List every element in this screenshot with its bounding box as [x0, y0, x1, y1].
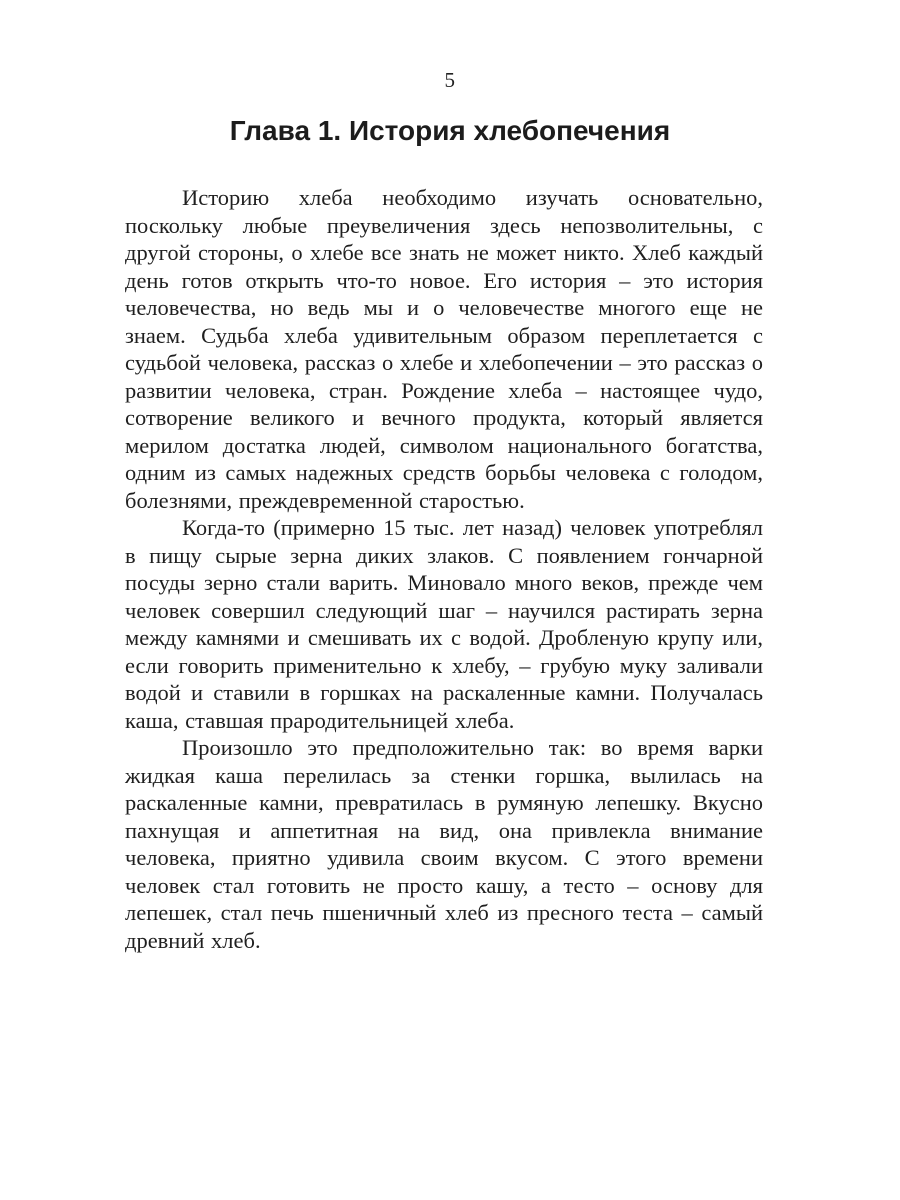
paragraph-2: Когда-то (примерно 15 тыс. лет назад) человек употреблял в пищу сырые зерна диких злаков. С появлением гончарной посуды зерно стали варить. Миновало много веков, прежде чем человек совершил следующий шаг – научился растирать зерна между камнями и смешивать их с водой. Дробленую крупу или, если говорить применительно к хлебу, – грубую муку заливали водой и ставили в горшках на раскаленные камни. Получалась каша, ставшая прародительницей хлеба.	[125, 515, 763, 733]
chapter-title: Глава 1. История хлебопечения	[229, 115, 671, 146]
paragraph-3: Произошло это предположительно так: во время варки жидкая каша перелилась за стенки горшка, вылилась на раскаленные камни, превратилась в румяную лепешку. Вкусно пахнущая и аппетитная на вид, она привлекла внимание человека, приятно удивила своим вкусом. С этого времени человек стал готовить не просто кашу, а тесто – основу для лепешек, стал печь пшеничный хлеб из пресного теста – самый древний хлеб.	[125, 735, 763, 953]
page-number: 5	[444, 68, 456, 92]
body-text	[125, 184, 763, 954]
paragraph-1: Историю хлеба необходимо изучать основательно, поскольку любые преувеличения здесь непозволительны, с другой стороны, о хлебе все знать не может никто. Хлеб каждый день готов открыть что-то новое. Его история – это история человечества, но ведь мы и о человечестве многого еще не знаем. Судьба хлеба удивительным образом переплетается с судьбой человека, рассказ о хлебе и хлебопечении – это рассказ о развитии человека, стран. Рождение хлеба – настоящее чудо, сотворение великого и вечного продукта, который является мерилом достатка людей, символом национального богатства, одним из самых надежных средств борьбы человека с голодом, болезнями, преждевременной старостью.	[125, 185, 763, 513]
